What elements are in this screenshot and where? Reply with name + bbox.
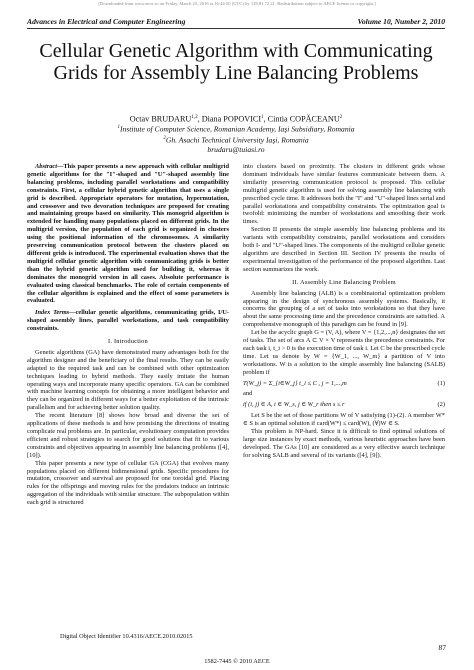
equation-2-number: (2)	[437, 401, 445, 409]
body-paragraph-1: into clusters based on proximity. The clusters in different grids whose dominant individuals have similar features communicate between them. A similarity preserving communication protocol is proposed. This cellular multigrid genetic algorithm is used for solving assembly line balancing with prescribed cycle time. It addresses both the "I" and "U"-shaped lines serial and parallel workstations and compatibility constraints. The optimization goal is twofold: minimizing the number of workstations and smoothing their work times.	[243, 163, 445, 226]
intro-paragraph-2: The recent literature [8] shows how broad and diverse the set of applications of these methods is and how promising the directions of treating complicate real problems are. In particular, evolutionary computation provides efficient and robust strategies to search for good solutions that fit to various constraints and objectives appearing in assembly line balancing problems ([4], [10]).	[27, 412, 229, 459]
author-3: , Cintia COPĂCEANU	[263, 114, 340, 124]
section-1-heading: I. Introduction	[108, 338, 148, 346]
running-header	[27, 17, 445, 26]
affiliation-1-text: Institute of Computer Science, Romanian Academy, Iaşi Subsidiary, Romania	[119, 124, 355, 134]
affiliation-2	[27, 134, 445, 145]
index-terms	[27, 309, 229, 333]
issn-copyright: 1582-7445 © 2010 AECE	[204, 658, 270, 665]
author-1-sup: 1,2	[191, 115, 198, 120]
paper-title: Cellular Genetic Algorithm with Communicating Grids for Assembly Line Balancing Problems	[39, 40, 433, 84]
affiliation-1	[27, 123, 445, 134]
section-2-heading: II. Assembly Line Balancing Problem	[292, 278, 396, 286]
abstract-label: Abstract	[35, 163, 58, 170]
equation-1-body: T(W_j) = Σ_{i∈W_j} t_i ≤ C , j = 1,...,m	[243, 379, 347, 387]
index-terms-text: —cellular genetic algorithms, communicating grids, I/U-shaped assembly lines, parallel workstations, and task compatibility constraints.	[27, 309, 229, 333]
equation-1	[243, 380, 445, 388]
journal-name: Advances in Electrical and Computer Engineering	[27, 17, 186, 26]
left-column	[27, 163, 229, 507]
body-paragraph-4: Let be the acyclic graph G = (V, A), where V = {1,2,...,n} designates the set of tasks. The set of arcs A ⊂ V × V represents the precedence constraints. For each task i, t_i > 0 is the execution time of task i. Let C be the prescribed cycle time. Let us denote by W = {W_1, ..., W_m} a partition of V into workstations. W is a solution to the simple assembly line balancing (SALB) problem if	[243, 329, 445, 376]
abstract	[27, 163, 229, 305]
equation-2	[243, 401, 445, 409]
download-notice: [Downloaded from www.aece.ro on Friday, March 25, 2016 at 16:44:50 (UTC) by 139.81.72.21. Redistribution subject to AECE license or copyright.]	[98, 1, 376, 6]
affiliation-2-sup: 2	[163, 136, 166, 142]
and-connector: and	[243, 390, 253, 398]
intro-paragraph-3: This paper presents a new type of cellular GA (CGA) that evolves many populations placed on different bidimensional grids. Specific procedures for mutation, crossover and survival are proposed for one toroidal grid. Placing rules for the offsprings and moving rules for the predators induce an intrinsic aggregation of the individuals with similar structure. The subpopulation within each grid is structured	[27, 459, 229, 507]
header-rule	[27, 28, 445, 29]
author-email: brudaru@tuiasi.ro	[207, 145, 265, 155]
intro-paragraph-1: Genetic algorithms (GA) have demonstrated many advantages both for the algorithm designer and the beneficiary of the final results. They can be easily adapted to the required task and can be combined with other optimization techniques leading to hybrid methods. They easily imitate the human operating ways and incorporate many specific operators. GA can be combined with machine learning concepts for obtaining a more intelligent behavior and they can be organized in different ways for a better exploitation of the intrinsic parallelism and for achieving better solution quality.	[27, 348, 229, 412]
affiliations	[27, 123, 445, 155]
volume-info: Volume 10, Number 2, 2010	[357, 17, 445, 26]
body-paragraph-3: Assembly line balancing (ALB) is a combinatorial optimization problem appearing in the design of synchronous assembly systems. Basically, it concerns the grouping of a set of tasks into workstations so that they have about the same processing time and the precedence constraints are satisfied. A comprehensive monograph of this paradigm can be found in [9].	[243, 289, 445, 329]
body-paragraph-2: Section II presents the simple assembly line balancing problems and its variants with compatibility constraints, parallel workstations and considers both I- and "U"-shaped lines. The components of the multigrid cellular genetic algorithm are described in Section III. Section IV presents the results of experimental investigation of the performance of the proposed algorithm. Last section summarizes the work.	[243, 226, 445, 273]
page-number: 87	[438, 643, 446, 652]
author-2: , Diana POPOVICI	[197, 114, 262, 124]
author-2-sup: 1	[261, 115, 264, 120]
affiliation-1-sup: 1	[117, 125, 120, 130]
doi: Digital Object Identifier 10.4316/AECE.2010.02015	[60, 633, 193, 640]
abstract-text: —This paper presents a new approach with cellular multigrid genetic algorithms for the "I"-shaped and "U"-shaped assembly line balancing problems, including parallel workstations and compatibility constraints. First, a cellular hybrid genetic algorithm that uses a single grid is described. Appropriate operators for mutation, hypermutation, and crossover and two devoration techniques are proposed for creating and maintaining groups based on similarity. This monogrid algorithm is extended for handling many populations placed on different grids. In the multigrid version, the population of each grid is organized in clusters using the positional information of the chromosomes. A similarity preserving communication protocol between the clusters placed on different grids is introduced. The experimental evaluation shows that the multigrid cellular genetic algorithm with communicating grids is better than the hybrid genetic algorithm used for building it, whereas it dominates the monogrid version in all cases. Absolute performance is evaluated using classical benchmarks. The role of certain components of the cellular algorithm is explained and the effect of some parameters is evaluated.	[27, 163, 229, 305]
author-1: Octav BRUDARU	[129, 114, 192, 124]
body-paragraph-6: This problem is NP-hard. Since it is difficult to find optimal solutions of large size instances by exact methods, various heuristic approaches have been developed. The GAs [10] are considered as a very effective search technique for solving SALB and several of its variants ([4], [9]).	[243, 428, 445, 459]
right-column	[243, 163, 445, 460]
equation-2-body: if (i, j) ∈ A, i ∈ W_s, j ∈ W_r then s ≤ r	[243, 401, 345, 409]
index-terms-label: Index Terms	[35, 309, 70, 317]
affiliation-2-text: Gh. Asachi Technical University Iaşi, Romania	[165, 135, 309, 145]
body-paragraph-5: Let S be the set of those partitions W of V satisfying (1)-(2). A member W* ∈ S is an optimal solution if card(W*) ≤ card(W), (∀)W ∈ S.	[243, 412, 445, 428]
author-3-sup: 2	[339, 115, 343, 120]
equation-1-number: (1)	[437, 379, 445, 387]
